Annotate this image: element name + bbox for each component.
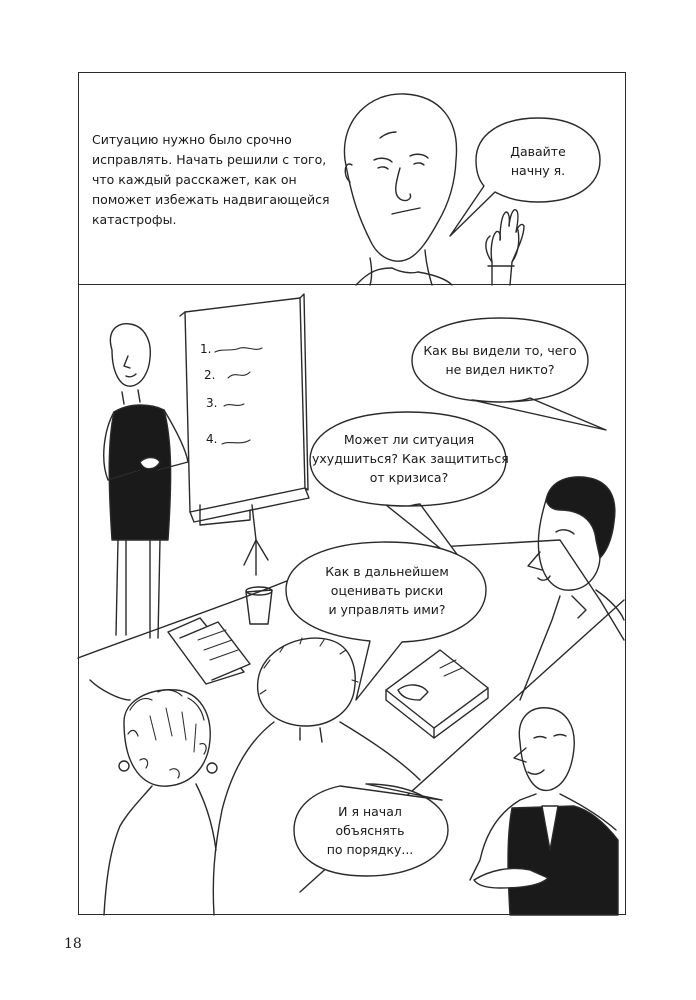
caption-line: катастрофы. <box>92 212 177 227</box>
caption-line: исправлять. Начать решили с того, <box>92 152 327 167</box>
bubble-line: оценивать риски <box>330 583 444 598</box>
bubble-line: ухудшиться? Как защититься <box>312 451 509 466</box>
bubble-line: по порядку... <box>326 842 414 857</box>
bubble-1-text <box>416 341 584 379</box>
whiteboard-item-3: 3. <box>206 396 218 410</box>
caption-line: что каждый расскажет, как он <box>92 172 297 187</box>
bubble-line: от кризиса? <box>369 470 449 485</box>
bubble-line: Как в дальнейшем <box>325 564 449 579</box>
bald-man-closeup <box>344 94 456 285</box>
speech-line: начну я. <box>510 163 566 178</box>
bubble-line: и управлять ими? <box>328 602 446 617</box>
raised-hand <box>486 210 524 285</box>
caption-line: поможет избежать надвигающейся <box>92 192 330 207</box>
bubble-line: не видел никто? <box>445 362 555 377</box>
whiteboard-item-1: 1. <box>200 342 212 356</box>
whiteboard-item-4: 4. <box>206 432 218 446</box>
page-number: 18 <box>64 936 82 952</box>
bubble-line: Как вы видели то, чего <box>423 343 577 358</box>
speech-bubble-top-text <box>490 142 586 180</box>
bubble-line: И я начал <box>338 804 402 819</box>
bubble-2-text <box>312 430 509 487</box>
bubble-line: объяснять <box>335 823 405 838</box>
speech-line: Давайте <box>510 144 566 159</box>
bubble-4-text <box>300 802 440 859</box>
caption-line: Ситуацию нужно было срочно <box>92 132 292 147</box>
whiteboard-item-2: 2. <box>204 368 216 382</box>
bubble-line: Может ли ситуация <box>343 432 475 447</box>
bubble-3-text <box>294 562 480 619</box>
